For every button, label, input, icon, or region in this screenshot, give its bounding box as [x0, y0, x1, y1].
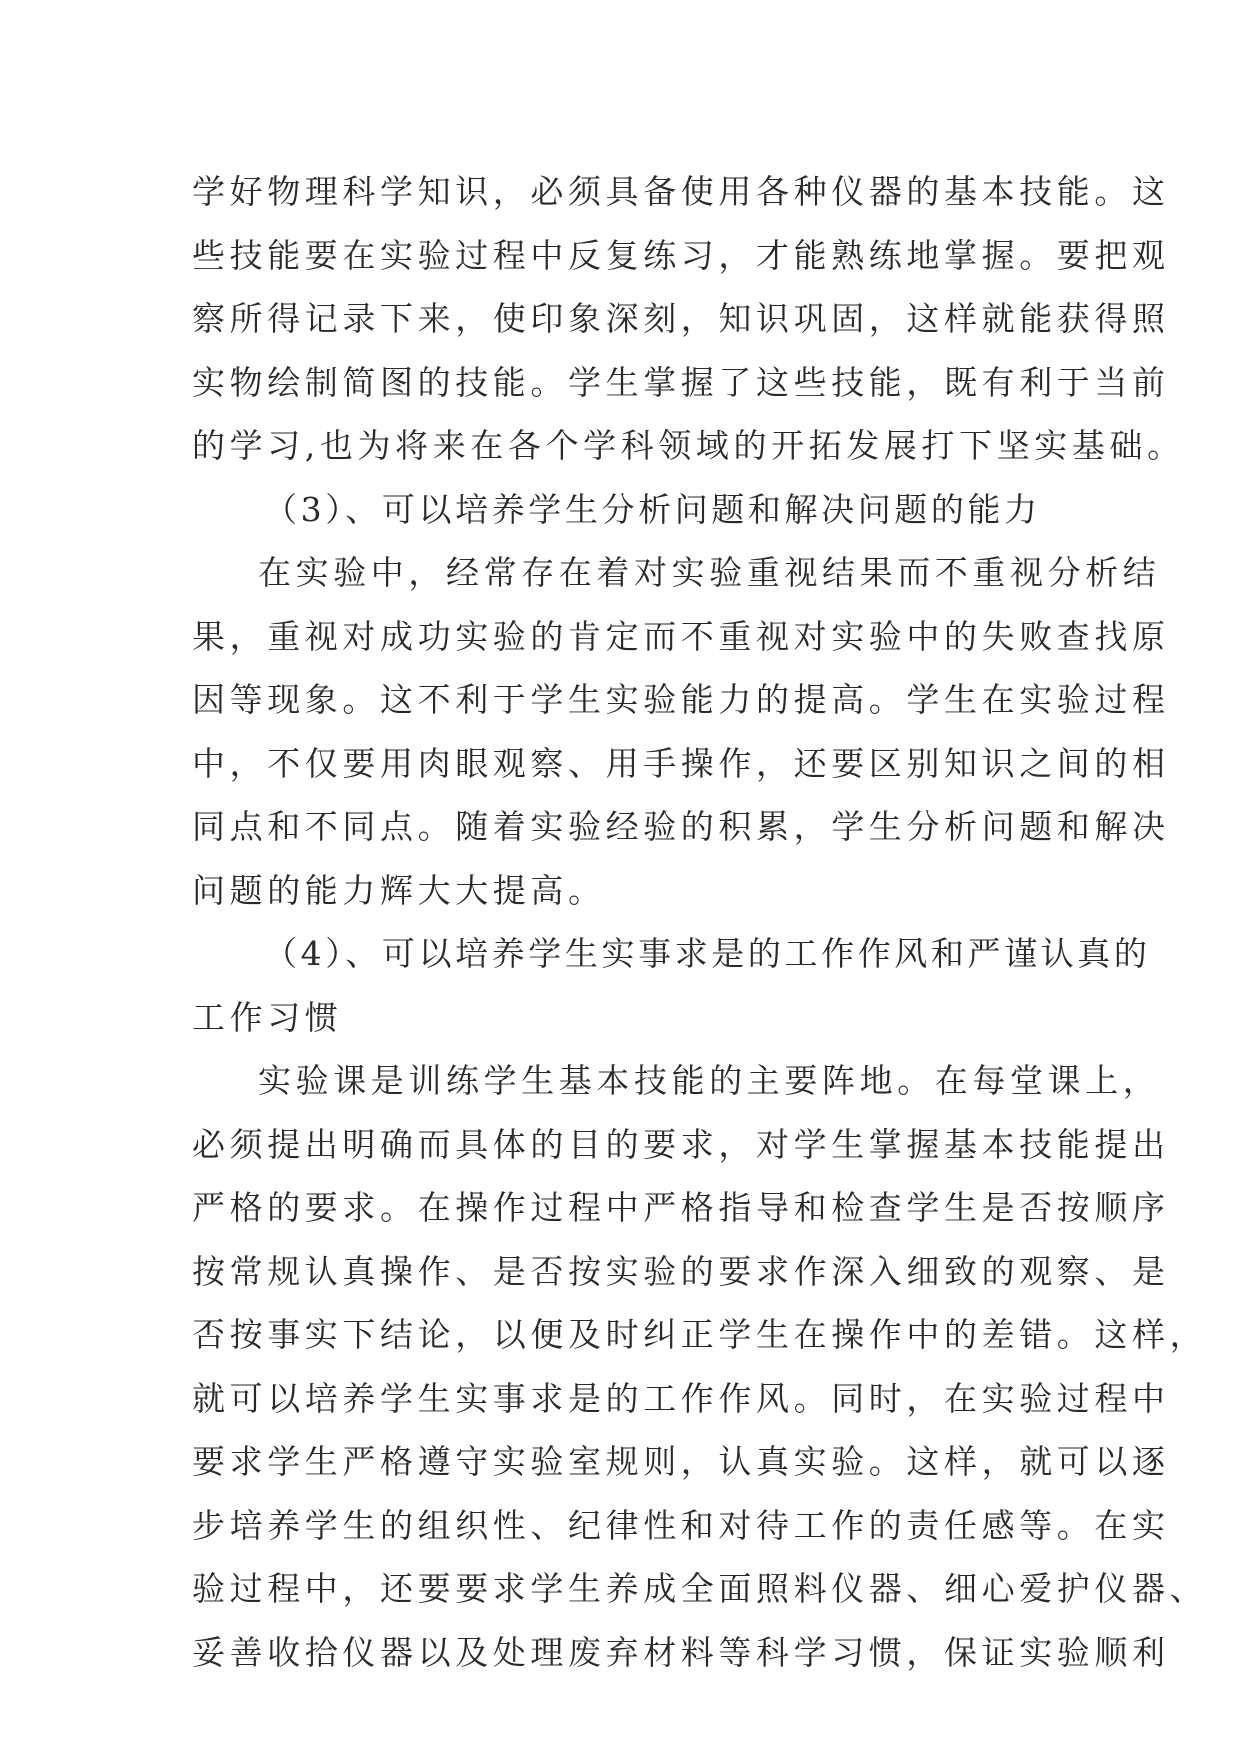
- text-line: 必须提出明确而具体的目的要求，对学生掌握基本技能提出: [192, 1124, 1170, 1164]
- text-line: 按常规认真操作、是否按实验的要求作深入细致的观察、是: [192, 1251, 1170, 1291]
- text-line: 的学习,也为将来在各个学科领域的开拓发展打下坚实基础。: [192, 426, 1185, 465]
- text-line: 否按事实下结论，以便及时纠正学生在操作中的差错。这样，: [192, 1315, 1208, 1354]
- text-line: 妥善收拾仪器以及处理废弃材料等科学习惯，保证实验顺利: [192, 1632, 1170, 1672]
- text-line: 同点和不同点。随着实验经验的积累，学生分析问题和解决: [192, 807, 1170, 846]
- text-line: 果，重视对成功实验的肯定而不重视对实验中的失败查找原: [192, 616, 1170, 656]
- text-line: 步培养学生的组织性、纪律性和对待工作的责任感等。在实: [192, 1505, 1170, 1545]
- text-line: 就可以培养学生实事求是的工作作风。同时，在实验过程中: [192, 1378, 1170, 1418]
- text-line: 些技能要在实验过程中反复练习，才能熟练地掌握。要把观: [192, 235, 1170, 275]
- text-line: 问题的能力辉大大提高。: [192, 870, 606, 910]
- section-heading-4: （4）、可以培养学生实事求是的工作作风和严谨认真的: [264, 934, 1151, 973]
- body-text: [192, 160, 1208, 1684]
- text-line: 实验课是训练学生基本技能的主要阵地。在每堂课上，: [258, 1061, 1161, 1100]
- text-line: 察所得记录下来，使印象深刻，知识巩固，这样就能获得照: [192, 299, 1170, 338]
- text-line: 要求学生严格遵守实验室规则，认真实验。这样，就可以逐: [192, 1442, 1170, 1481]
- text-line: 验过程中，还要要求学生养成全面照料仪器、细心爱护仪器、: [192, 1569, 1208, 1608]
- text-line: 因等现象。这不利于学生实验能力的提高。学生在实验过程: [192, 680, 1170, 719]
- text-line: 严格的要求。在操作过程中严格指导和检查学生是否按顺序: [192, 1188, 1170, 1227]
- section-heading-4-continued: 工作习惯: [192, 997, 343, 1037]
- text-line: 实物绘制简图的技能。学生掌握了这些技能，既有利于当前: [192, 362, 1170, 402]
- section-heading-3: （3）、可以培养学生分析问题和解决问题的能力: [264, 489, 1041, 529]
- text-line: 在实验中，经常存在着对实验重视结果而不重视分析结: [258, 553, 1161, 592]
- text-line: 中，不仅要用肉眼观察、用手操作，还要区别知识之间的相: [192, 743, 1170, 783]
- text-line: 学好物理科学知识，必须具备使用各种仪器的基本技能。这: [192, 172, 1170, 211]
